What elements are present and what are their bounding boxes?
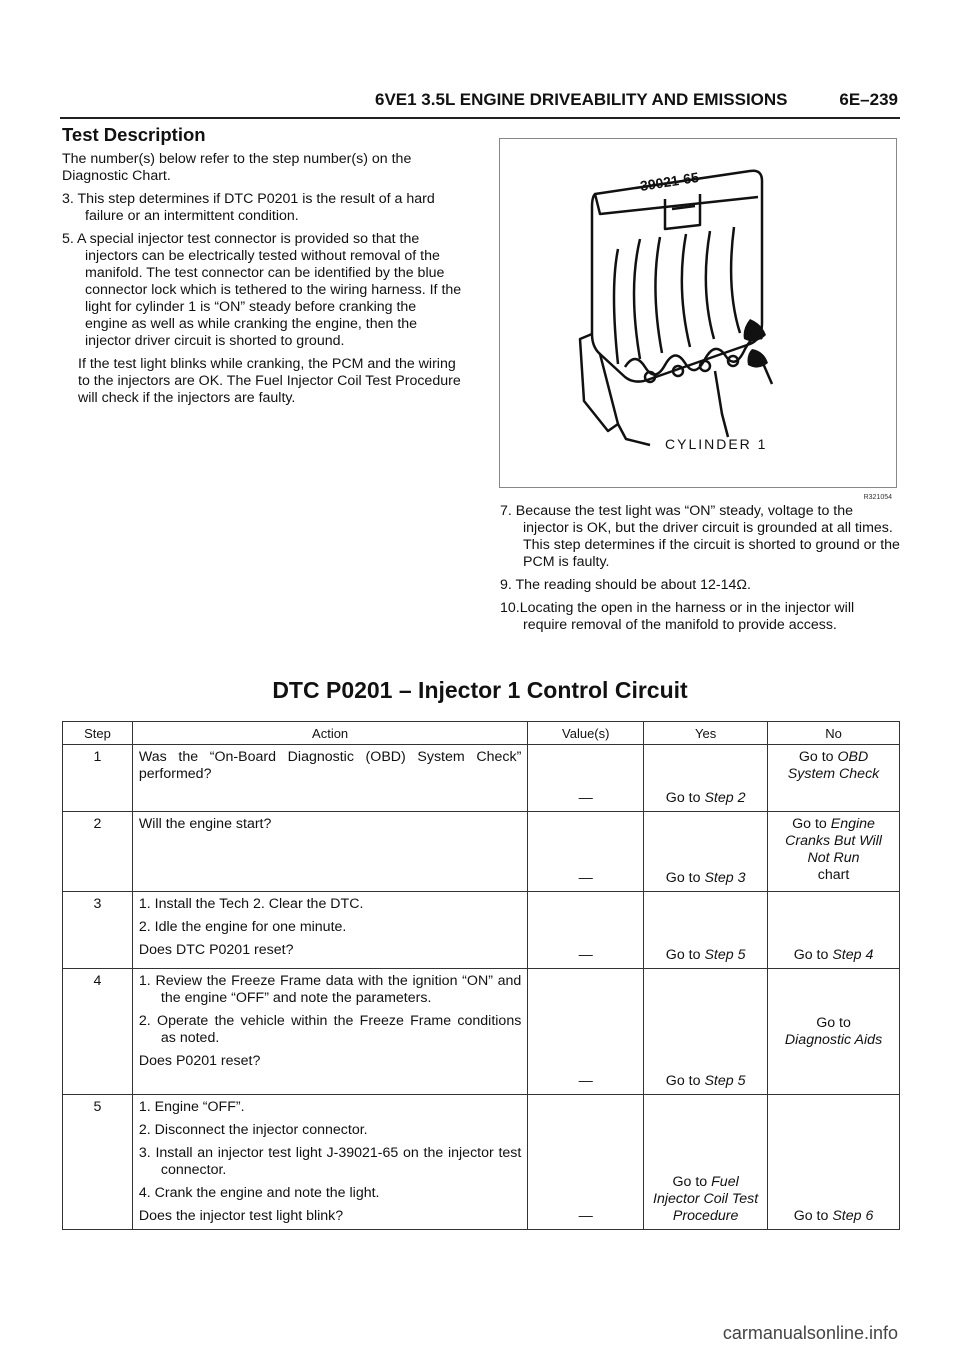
no-link[interactable]: Step 4	[832, 947, 874, 963]
site-watermark: carmanualsonline.info	[722, 1323, 898, 1343]
no-prefix: Go to	[792, 816, 831, 832]
action-question: Will the engine start?	[138, 816, 272, 832]
test-description-continued	[500, 503, 900, 640]
column-header-step: Step	[63, 722, 133, 745]
yes-link[interactable]: Step 2	[704, 790, 746, 806]
value-cell: —	[528, 745, 644, 812]
action-question: Does the injector test light blink?	[138, 1208, 344, 1224]
yes-prefix: Go to	[665, 947, 705, 963]
table-header-row	[63, 722, 900, 745]
yes-link[interactable]: Step 5	[704, 947, 746, 963]
action-line: 2. Operate the vehicle within the Freeze Frame conditions as noted.	[138, 1013, 522, 1046]
action-cell	[132, 745, 527, 812]
table-row	[63, 1095, 900, 1230]
test-description-item-5-note: If the test light blinks while cranking, the PCM and the wiring to the injectors are OK. The Fuel Injector Coil Test Procedure will check if the injectors are faulty.	[78, 356, 461, 406]
step-number: 5	[63, 1095, 133, 1230]
action-question: Does P0201 reset?	[138, 1053, 261, 1069]
cylinder-1-callout: CYLINDER 1	[665, 436, 768, 452]
action-cell	[132, 969, 527, 1095]
no-prefix: Go to	[798, 749, 838, 765]
action-line: 1. Engine “OFF”.	[138, 1099, 245, 1115]
action-line: 3. Install an injector test light J-39021-65 on the injector test connector.	[138, 1145, 522, 1178]
page-number: 6E–239	[839, 90, 898, 109]
step-number: 2	[63, 812, 133, 892]
figure-id: R321054	[863, 494, 892, 501]
test-description-item-9: 9. The reading should be about 12-14Ω.	[500, 577, 751, 593]
value-cell: —	[528, 969, 644, 1095]
no-cell	[768, 745, 900, 812]
no-link[interactable]: OBD System Check	[787, 749, 880, 782]
yes-link[interactable]: Step 3	[704, 870, 746, 886]
value-cell: —	[528, 1095, 644, 1230]
test-description	[62, 126, 462, 413]
no-cell	[768, 1095, 900, 1230]
step-number: 3	[63, 892, 133, 969]
yes-cell	[644, 892, 768, 969]
yes-prefix: Go to	[665, 870, 705, 886]
action-line: 2. Disconnect the injector connector.	[138, 1122, 368, 1138]
yes-link[interactable]: Step 5	[704, 1073, 746, 1089]
column-header-values: Value(s)	[528, 722, 644, 745]
table-row	[63, 812, 900, 892]
action-line: 1. Install the Tech 2. Clear the DTC.	[138, 896, 364, 912]
action-line: 1. Review the Freeze Frame data with the ignition “ON” and the engine “OFF” and note the parameters.	[138, 973, 522, 1006]
no-link[interactable]: Diagnostic Aids	[784, 1031, 883, 1048]
no-cell	[768, 969, 900, 1095]
test-description-item-10: 10.Locating the open in the harness or in the injector will require removal of the manifold to provide access.	[500, 600, 855, 633]
column-header-action: Action	[132, 722, 527, 745]
no-cell	[768, 812, 900, 892]
yes-cell	[644, 969, 768, 1095]
column-header-yes: Yes	[644, 722, 768, 745]
action-line: 4. Crank the engine and note the light.	[138, 1185, 380, 1201]
table-row	[63, 745, 900, 812]
step-number: 1	[63, 745, 133, 812]
test-description-item-3: 3. This step determines if DTC P0201 is the result of a hard failure or an intermittent condition.	[62, 191, 435, 224]
injector-test-connector-illustration	[500, 139, 896, 487]
action-question: Does DTC P0201 reset?	[138, 942, 294, 958]
diagnostic-table-title: DTC P0201 – Injector 1 Control Circuit	[272, 677, 688, 703]
action-question: Was the “On-Board Diagnostic (OBD) System Check” performed?	[138, 749, 522, 782]
test-description-intro: The number(s) below refer to the step number(s) on the Diagnostic Chart.	[62, 151, 412, 184]
yes-link[interactable]: Fuel Injector Coil Test Procedure	[653, 1174, 759, 1224]
page-header	[0, 88, 960, 118]
yes-cell	[644, 1095, 768, 1230]
test-description-item-7: 7. Because the test light was “ON” steady, voltage to the injector is OK, but the driver circuit is grounded at all times. This step determines if the circuit is shorted to ground or the PCM is faulty.	[500, 503, 900, 570]
no-prefix: Go to	[816, 1014, 851, 1031]
table-row	[63, 892, 900, 969]
no-cell	[768, 892, 900, 969]
no-prefix: Go to	[793, 947, 833, 963]
yes-prefix: Go to	[672, 1174, 712, 1190]
action-cell	[132, 812, 527, 892]
table-row	[63, 969, 900, 1095]
yes-prefix: Go to	[665, 790, 705, 806]
value-cell: —	[528, 812, 644, 892]
header-rule	[60, 117, 900, 119]
no-suffix: chart	[817, 867, 850, 883]
diagnostic-table	[62, 721, 900, 1230]
yes-cell	[644, 745, 768, 812]
no-prefix: Go to	[793, 1208, 833, 1224]
yes-cell	[644, 812, 768, 892]
page-header-title: 6VE1 3.5L ENGINE DRIVEABILITY AND EMISSIONS	[375, 90, 788, 109]
value-cell: —	[528, 892, 644, 969]
column-header-no: No	[768, 722, 900, 745]
action-cell	[132, 892, 527, 969]
no-link[interactable]: Engine Cranks But Will Not Run	[785, 816, 882, 866]
step-number: 4	[63, 969, 133, 1095]
yes-prefix: Go to	[665, 1073, 705, 1089]
action-line: 2. Idle the engine for one minute.	[138, 919, 347, 935]
no-link[interactable]: Step 6	[832, 1208, 874, 1224]
test-description-heading: Test Description	[62, 124, 206, 145]
action-cell	[132, 1095, 527, 1230]
part-number-label: 39021-65	[638, 168, 700, 194]
test-description-item-5: 5. A special injector test connector is provided so that the injectors can be electrically tested without removal of the manifold. The test connector can be identified by the blue connector lock which is tethered to the wiring harness. If the light for cylinder 1 is “ON” steady before cranking the engine as well as while cranking the engine, then the injector driver circuit is shorted to ground.	[62, 231, 462, 349]
connector-figure	[499, 138, 897, 501]
